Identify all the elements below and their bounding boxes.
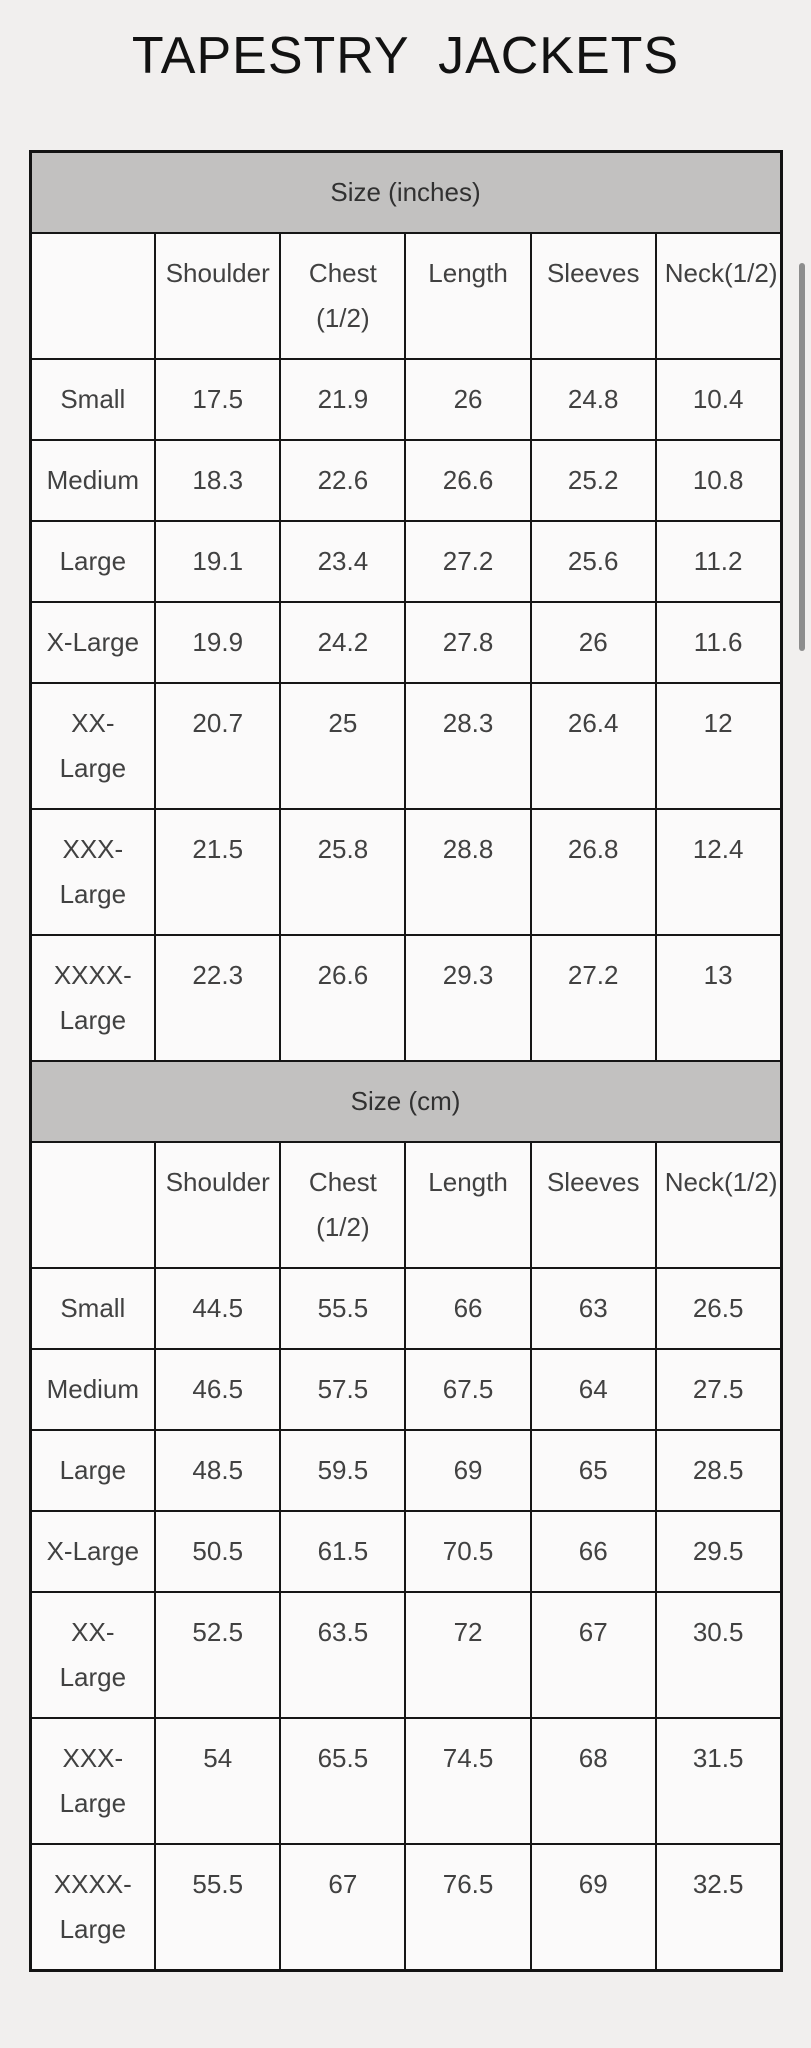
size-value: 52.5 [155,1592,280,1718]
size-value: 26.4 [531,683,656,809]
size-value: 26 [531,602,656,683]
size-value: 10.4 [656,359,781,440]
size-value: 67 [531,1592,656,1718]
column-header: Chest (1/2) [280,233,405,359]
size-value: 22.6 [280,440,405,521]
size-value: 70.5 [405,1511,530,1592]
size-value: 57.5 [280,1349,405,1430]
table-row [30,1511,781,1592]
size-label: X-Large [30,602,155,683]
size-label: XXXX-Large [30,1844,155,1971]
size-value: 19.1 [155,521,280,602]
size-label: Medium [30,1349,155,1430]
size-value: 13 [656,935,781,1061]
column-header: Length [405,233,530,359]
table-row [30,359,781,440]
size-value: 31.5 [656,1718,781,1844]
size-value: 26.6 [280,935,405,1061]
column-header: Chest (1/2) [280,1142,405,1268]
table-row [30,602,781,683]
column-header: Sleeves [531,233,656,359]
size-value: 55.5 [280,1268,405,1349]
size-value: 68 [531,1718,656,1844]
table-row [30,1718,781,1844]
size-value: 17.5 [155,359,280,440]
size-value: 27.2 [531,935,656,1061]
size-label: XXX-Large [30,1718,155,1844]
section-band-row [30,152,781,234]
size-value: 26.6 [405,440,530,521]
size-value: 46.5 [155,1349,280,1430]
column-header: Neck(1/2) [656,1142,781,1268]
column-header-row [30,1142,781,1268]
size-value: 55.5 [155,1844,280,1971]
table-row [30,683,781,809]
size-value: 24.2 [280,602,405,683]
size-value: 26 [405,359,530,440]
size-value: 50.5 [155,1511,280,1592]
size-value: 54 [155,1718,280,1844]
table-row [30,521,781,602]
size-value: 22.3 [155,935,280,1061]
size-value: 65 [531,1430,656,1511]
column-header: Neck(1/2) [656,233,781,359]
size-value: 27.5 [656,1349,781,1430]
size-label: Large [30,1430,155,1511]
size-value: 28.3 [405,683,530,809]
table-row [30,935,781,1061]
table-row [30,1268,781,1349]
size-value: 72 [405,1592,530,1718]
table-row [30,1844,781,1971]
size-label: Small [30,1268,155,1349]
size-label: XX-Large [30,1592,155,1718]
size-value: 66 [531,1511,656,1592]
size-value: 25.8 [280,809,405,935]
size-value: 20.7 [155,683,280,809]
size-label: XXX-Large [30,809,155,935]
size-label: XXXX-Large [30,935,155,1061]
column-header: Shoulder [155,1142,280,1268]
size-chart [0,150,811,1972]
size-value: 44.5 [155,1268,280,1349]
column-header: Shoulder [155,233,280,359]
size-value: 74.5 [405,1718,530,1844]
size-value: 18.3 [155,440,280,521]
size-label: X-Large [30,1511,155,1592]
size-value: 24.8 [531,359,656,440]
size-value: 19.9 [155,602,280,683]
size-value: 65.5 [280,1718,405,1844]
size-value: 48.5 [155,1430,280,1511]
column-header-row [30,233,781,359]
table-row [30,1349,781,1430]
size-value: 67 [280,1844,405,1971]
size-value: 28.5 [656,1430,781,1511]
size-value: 69 [531,1844,656,1971]
size-label: XX-Large [30,683,155,809]
size-value: 10.8 [656,440,781,521]
size-value: 12.4 [656,809,781,935]
size-value: 21.5 [155,809,280,935]
size-value: 29.5 [656,1511,781,1592]
size-value: 59.5 [280,1430,405,1511]
size-value: 69 [405,1430,530,1511]
table-row [30,1592,781,1718]
size-value: 26.8 [531,809,656,935]
size-value: 76.5 [405,1844,530,1971]
size-chart-table [29,150,783,1972]
section-title: Size (inches) [30,152,781,234]
size-value: 30.5 [656,1592,781,1718]
size-value: 61.5 [280,1511,405,1592]
column-header: Sleeves [531,1142,656,1268]
size-value: 23.4 [280,521,405,602]
size-value: 11.2 [656,521,781,602]
section-band-row [30,1061,781,1142]
page-title: TAPESTRY JACKETS [131,27,680,85]
size-value: 29.3 [405,935,530,1061]
corner-cell [30,233,155,359]
size-value: 66 [405,1268,530,1349]
size-value: 28.8 [405,809,530,935]
size-value: 27.8 [405,602,530,683]
column-header: Length [405,1142,530,1268]
section-title: Size (cm) [30,1061,781,1142]
size-value: 67.5 [405,1349,530,1430]
table-row [30,440,781,521]
size-value: 27.2 [405,521,530,602]
size-label: Large [30,521,155,602]
table-row [30,809,781,935]
size-value: 12 [656,683,781,809]
size-label: Small [30,359,155,440]
size-value: 21.9 [280,359,405,440]
size-value: 26.5 [656,1268,781,1349]
table-row [30,1430,781,1511]
size-value: 11.6 [656,602,781,683]
size-value: 25 [280,683,405,809]
corner-cell [30,1142,155,1268]
size-value: 63 [531,1268,656,1349]
size-value: 64 [531,1349,656,1430]
size-value: 25.2 [531,440,656,521]
size-value: 63.5 [280,1592,405,1718]
scrollbar-thumb[interactable] [799,263,805,651]
size-value: 32.5 [656,1844,781,1971]
size-value: 25.6 [531,521,656,602]
size-label: Medium [30,440,155,521]
